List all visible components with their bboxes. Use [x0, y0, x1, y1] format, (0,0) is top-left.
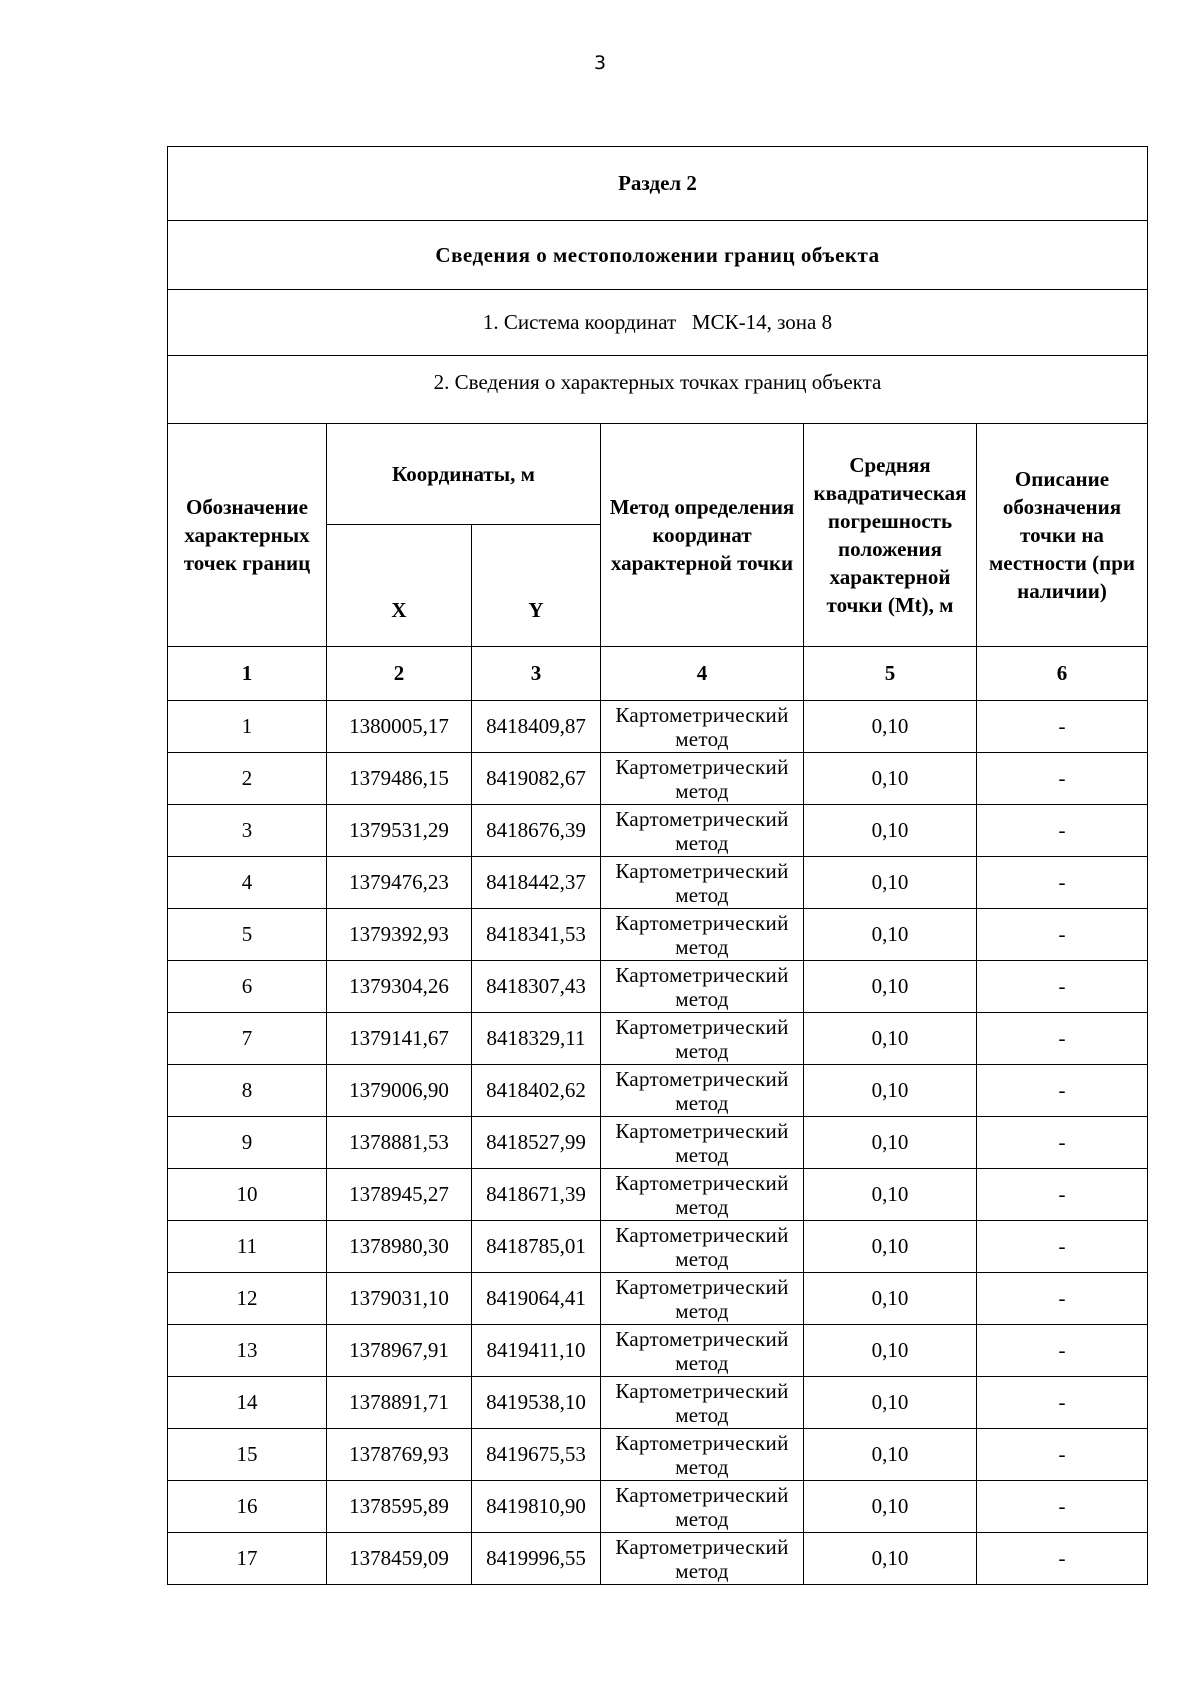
point-id-cell: 10	[168, 1169, 327, 1221]
point-id-cell: 15	[168, 1429, 327, 1481]
error-cell: 0,10	[804, 1377, 977, 1429]
point-id-cell: 8	[168, 1065, 327, 1117]
y-coordinate-cell: 8419064,41	[472, 1273, 601, 1325]
error-cell: 0,10	[804, 1481, 977, 1533]
table-row	[168, 1117, 1148, 1169]
error-cell: 0,10	[804, 701, 977, 753]
method-cell: Картометрический метод	[601, 1377, 804, 1429]
table-row	[168, 1429, 1148, 1481]
method-cell: Картометрический метод	[601, 857, 804, 909]
x-coordinate-cell: 1378459,09	[327, 1533, 472, 1585]
point-id-cell: 4	[168, 857, 327, 909]
point-id-cell: 17	[168, 1533, 327, 1585]
x-coordinate-cell: 1378891,71	[327, 1377, 472, 1429]
error-cell: 0,10	[804, 1013, 977, 1065]
point-id-cell: 1	[168, 701, 327, 753]
y-coordinate-cell: 8418341,53	[472, 909, 601, 961]
y-coordinate-cell: 8419538,10	[472, 1377, 601, 1429]
y-coordinate-cell: 8418785,01	[472, 1221, 601, 1273]
point-id-cell: 16	[168, 1481, 327, 1533]
method-cell: Картометрический метод	[601, 753, 804, 805]
header-error: Средняя квадратическая погрешность положения характерной точки (Mt), м	[804, 424, 977, 647]
x-coordinate-cell: 1379392,93	[327, 909, 472, 961]
point-id-cell: 11	[168, 1221, 327, 1273]
description-cell: -	[977, 1221, 1148, 1273]
method-cell: Картометрический метод	[601, 1221, 804, 1273]
error-cell: 0,10	[804, 1169, 977, 1221]
point-id-cell: 12	[168, 1273, 327, 1325]
method-cell: Картометрический метод	[601, 1013, 804, 1065]
x-coordinate-cell: 1378881,53	[327, 1117, 472, 1169]
description-cell: -	[977, 1481, 1148, 1533]
method-cell: Картометрический метод	[601, 961, 804, 1013]
column-number: 3	[472, 647, 601, 701]
point-id-cell: 14	[168, 1377, 327, 1429]
y-coordinate-cell: 8418402,62	[472, 1065, 601, 1117]
x-coordinate-cell: 1379304,26	[327, 961, 472, 1013]
x-coordinate-cell: 1379486,15	[327, 753, 472, 805]
error-cell: 0,10	[804, 805, 977, 857]
section-title: Раздел 2	[168, 147, 1148, 221]
description-cell: -	[977, 1325, 1148, 1377]
error-cell: 0,10	[804, 961, 977, 1013]
y-coordinate-cell: 8418676,39	[472, 805, 601, 857]
description-cell: -	[977, 1013, 1148, 1065]
y-coordinate-cell: 8419082,67	[472, 753, 601, 805]
error-cell: 0,10	[804, 1117, 977, 1169]
points-info-line: 2. Сведения о характерных точках границ объекта	[168, 356, 1148, 424]
table-row	[168, 1377, 1148, 1429]
x-coordinate-cell: 1378967,91	[327, 1325, 472, 1377]
error-cell: 0,10	[804, 1533, 977, 1585]
column-number: 1	[168, 647, 327, 701]
description-cell: -	[977, 701, 1148, 753]
description-cell: -	[977, 857, 1148, 909]
y-coordinate-cell: 8418671,39	[472, 1169, 601, 1221]
description-cell: -	[977, 909, 1148, 961]
method-cell: Картометрический метод	[601, 805, 804, 857]
y-coordinate-cell: 8418527,99	[472, 1117, 601, 1169]
description-cell: -	[977, 805, 1148, 857]
error-cell: 0,10	[804, 753, 977, 805]
point-id-cell: 6	[168, 961, 327, 1013]
table-row	[168, 1533, 1148, 1585]
header-designation: Обозначение характерных точек границ	[168, 424, 327, 647]
table-row	[168, 961, 1148, 1013]
table-row	[168, 1065, 1148, 1117]
description-cell: -	[977, 1273, 1148, 1325]
description-cell: -	[977, 1065, 1148, 1117]
column-number: 6	[977, 647, 1148, 701]
y-coordinate-cell: 8418409,87	[472, 701, 601, 753]
table-row	[168, 1273, 1148, 1325]
coordinate-system-line: 1. Система координат МСК-14, зона 8	[168, 290, 1148, 356]
table-row	[168, 1221, 1148, 1273]
method-cell: Картометрический метод	[601, 1533, 804, 1585]
method-cell: Картометрический метод	[601, 1481, 804, 1533]
point-id-cell: 3	[168, 805, 327, 857]
method-cell: Картометрический метод	[601, 1273, 804, 1325]
method-cell: Картометрический метод	[601, 1325, 804, 1377]
y-coordinate-cell: 8418329,11	[472, 1013, 601, 1065]
y-coordinate-cell: 8419411,10	[472, 1325, 601, 1377]
description-cell: -	[977, 1429, 1148, 1481]
method-cell: Картометрический метод	[601, 1169, 804, 1221]
x-coordinate-cell: 1379141,67	[327, 1013, 472, 1065]
method-cell: Картометрический метод	[601, 701, 804, 753]
error-cell: 0,10	[804, 909, 977, 961]
header-method: Метод определения координат характерной точки	[601, 424, 804, 647]
y-coordinate-cell: 8418442,37	[472, 857, 601, 909]
description-cell: -	[977, 1169, 1148, 1221]
x-coordinate-cell: 1380005,17	[327, 701, 472, 753]
method-cell: Картометрический метод	[601, 909, 804, 961]
error-cell: 0,10	[804, 857, 977, 909]
error-cell: 0,10	[804, 1429, 977, 1481]
error-cell: 0,10	[804, 1273, 977, 1325]
point-id-cell: 13	[168, 1325, 327, 1377]
table-row	[168, 909, 1148, 961]
y-coordinate-cell: 8418307,43	[472, 961, 601, 1013]
header-coordinates: Координаты, м	[327, 424, 601, 525]
error-cell: 0,10	[804, 1325, 977, 1377]
table-row	[168, 857, 1148, 909]
x-coordinate-cell: 1378980,30	[327, 1221, 472, 1273]
y-coordinate-cell: 8419810,90	[472, 1481, 601, 1533]
method-cell: Картометрический метод	[601, 1117, 804, 1169]
column-numbers-row	[168, 647, 1148, 701]
x-coordinate-cell: 1378769,93	[327, 1429, 472, 1481]
table-row	[168, 1013, 1148, 1065]
description-cell: -	[977, 1117, 1148, 1169]
x-coordinate-cell: 1379476,23	[327, 857, 472, 909]
x-coordinate-cell: 1379006,90	[327, 1065, 472, 1117]
table-row	[168, 805, 1148, 857]
header-y: Y	[472, 525, 601, 647]
header-x: X	[327, 525, 472, 647]
y-coordinate-cell: 8419675,53	[472, 1429, 601, 1481]
column-number: 5	[804, 647, 977, 701]
point-id-cell: 2	[168, 753, 327, 805]
description-cell: -	[977, 753, 1148, 805]
x-coordinate-cell: 1378945,27	[327, 1169, 472, 1221]
column-number: 2	[327, 647, 472, 701]
description-cell: -	[977, 1533, 1148, 1585]
point-id-cell: 9	[168, 1117, 327, 1169]
method-cell: Картометрический метод	[601, 1065, 804, 1117]
x-coordinate-cell: 1379531,29	[327, 805, 472, 857]
table-row	[168, 1325, 1148, 1377]
x-coordinate-cell: 1378595,89	[327, 1481, 472, 1533]
boundary-points-table	[167, 146, 1148, 1585]
section-subtitle: Сведения о местоположении границ объекта	[168, 221, 1148, 290]
error-cell: 0,10	[804, 1065, 977, 1117]
table-row	[168, 1481, 1148, 1533]
column-number: 4	[601, 647, 804, 701]
header-description: Описание обозначения точки на местности (при наличии)	[977, 424, 1148, 647]
y-coordinate-cell: 8419996,55	[472, 1533, 601, 1585]
point-id-cell: 5	[168, 909, 327, 961]
description-cell: -	[977, 961, 1148, 1013]
table-row	[168, 1169, 1148, 1221]
page-number: 3	[593, 52, 607, 74]
description-cell: -	[977, 1377, 1148, 1429]
error-cell: 0,10	[804, 1221, 977, 1273]
x-coordinate-cell: 1379031,10	[327, 1273, 472, 1325]
method-cell: Картометрический метод	[601, 1429, 804, 1481]
point-id-cell: 7	[168, 1013, 327, 1065]
table-row	[168, 753, 1148, 805]
table-row	[168, 701, 1148, 753]
